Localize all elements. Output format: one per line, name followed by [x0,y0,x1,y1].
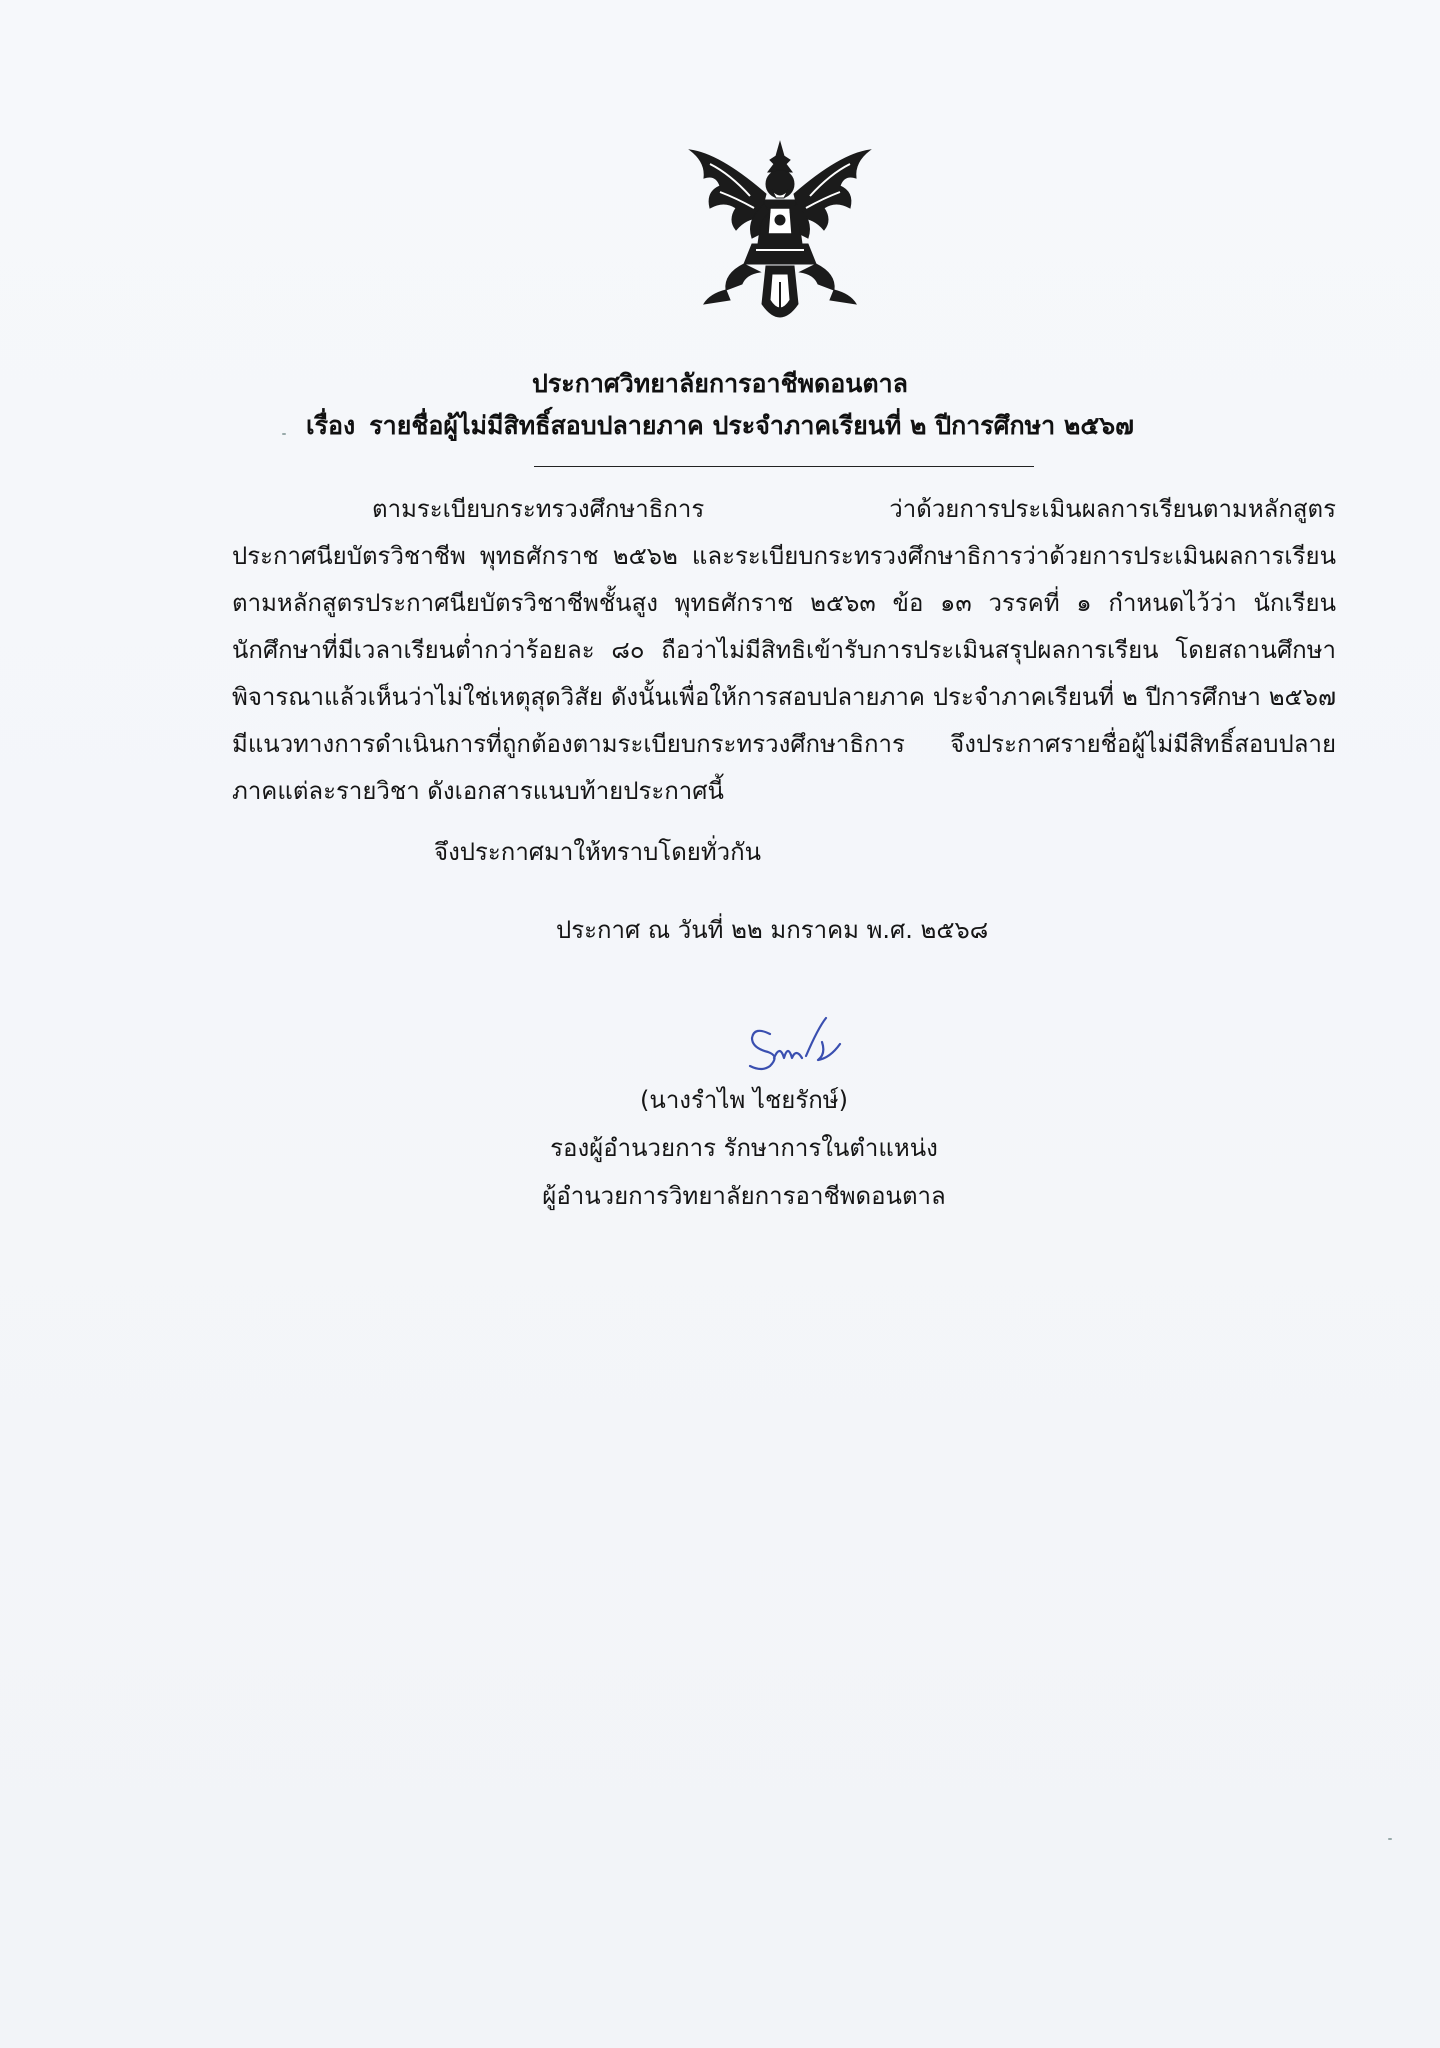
garuda-emblem-icon [680,134,880,334]
signer-name: (นางรำไพ ไชยรักษ์) [640,1086,848,1114]
title-divider [534,466,1034,467]
body-line: ภาคแต่ละรายวิชา ดังเอกสารแนบท้ายประกาศนี้ [232,777,724,805]
body-line: นักศึกษาที่มีเวลาเรียนต่ำกว่าร้อยละ ๘๐ ถือว่าไม่มีสิทธิเข้ารับการประเมินสรุปผลการเรียน โดยสถานศึกษา [232,636,1336,664]
body-line: พิจารณาแล้วเห็นว่าไม่ใช่เหตุสุดวิสัย ดังนั้นเพื่อให้การสอบปลายภาค ประจำภาคเรียนที่ ๒ ปีการศึกษา ๒๕๖๗ [232,683,1336,711]
subject-text: รายชื่อผู้ไม่มีสิทธิ์สอบปลายภาค ประจำภาคเรียนที่ ๒ ปีการศึกษา ๒๕๖๗ [369,411,1134,440]
announcement-date: ประกาศ ณ วันที่ ๒๒ มกราคม พ.ศ. ๒๕๖๘ [556,916,989,944]
announcement-title: ประกาศวิทยาลัยการอาชีพดอนตาล [532,369,908,398]
closing-statement: จึงประกาศมาให้ทราบโดยทั่วกัน [434,838,762,866]
body-line: ตามหลักสูตรประกาศนียบัตรวิชาชีพชั้นสูง พุทธศักราช ๒๕๖๓ ข้อ ๑๓ วรรคที่ ๑ กำหนดไว้ว่า นักเรียน [232,589,1336,617]
body-line: ตามระเบียบกระทรวงศึกษาธิการ ว่าด้วยการประเมินผลการเรียนตามหลักสูตร [372,495,1336,523]
signer-acting-position: ผู้อำนวยการวิทยาลัยการอาชีพดอนตาล [542,1182,946,1210]
paper-speck [282,433,286,435]
handwritten-signature [744,1008,854,1078]
paper-speck [1388,1838,1392,1840]
announcement-subject [0,406,1440,446]
body-line: ประกาศนียบัตรวิชาชีพ พุทธศักราช ๒๕๖๒ และระเบียบกระทรวงศึกษาธิการว่าด้วยการประเมินผลการเรียน [232,542,1336,570]
announcement-body [232,486,1336,815]
subject-label: เรื่อง [306,411,356,440]
body-line: มีแนวทางการดำเนินการที่ถูกต้องตามระเบียบกระทรวงศึกษาธิการ จึงประกาศรายชื่อผู้ไม่มีสิทธิ์สอบปลาย [232,730,1336,758]
signer-position: รองผู้อำนวยการ รักษาการในตำแหน่ง [550,1134,938,1162]
